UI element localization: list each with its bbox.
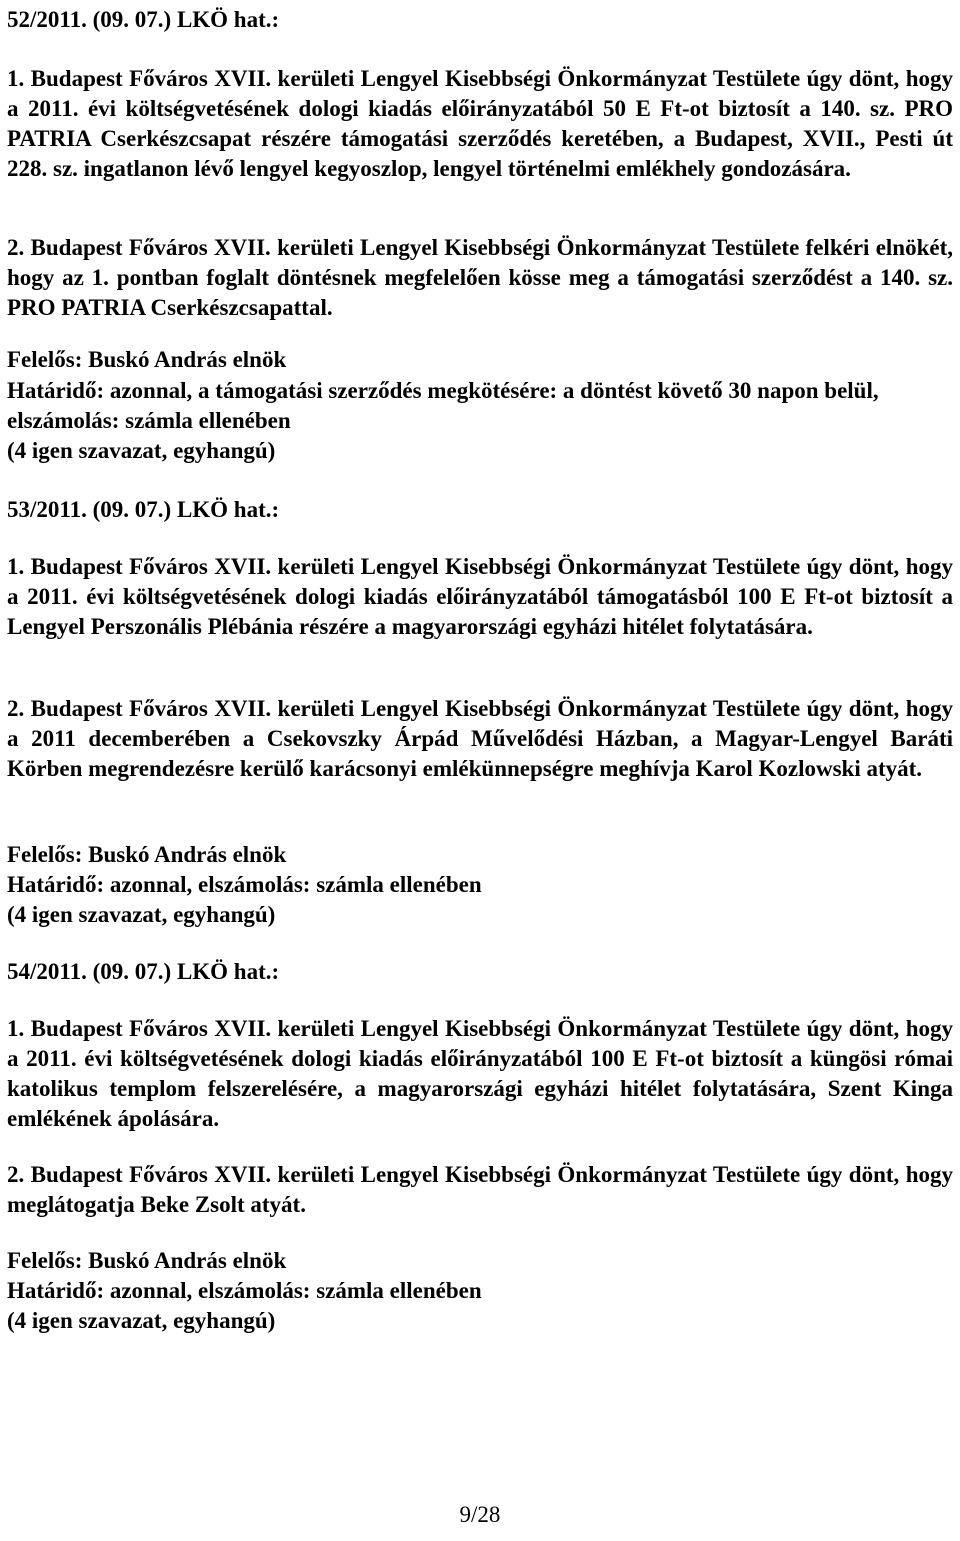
deadline-line: Határidő: azonnal, elszámolás: számla ellenében: [7, 872, 482, 897]
decision-header: 53/2011. (09. 07.) LKÖ hat.:: [7, 497, 280, 522]
deadline-line: Határidő: azonnal, a támogatási szerződés megkötésére: a döntést követő 30 napon belül, elszámolás: számla ellenében: [7, 378, 879, 433]
decision-item: 2. Budapest Főváros XVII. kerületi Lengyel Kisebbségi Önkormányzat Testülete felkéri elnökét, hogy az 1. pontban foglalt döntésnek megfelelően kösse meg a támogatási szerződést a 140. sz. PRO PATRIA Cserkészcsapattal.: [7, 235, 953, 320]
deadline-line: Határidő: azonnal, elszámolás: számla ellenében: [7, 1278, 482, 1303]
responsible-line: Felelős: Buskó András elnök: [7, 1248, 287, 1273]
decision-item: 1. Budapest Főváros XVII. kerületi Lengyel Kisebbségi Önkormányzat Testülete úgy dönt, hogy a 2011. évi költségvetésének dologi kiadás előirányzatából 50 E Ft-ot biztosít a 140. sz. PRO PATRIA Cserkészcsapat részére támogatási szerződés keretében, a Budapest, XVII., Pesti út 228. sz. ingatlanon lévő lengyel kegyoszlop, lengyel történelmi emlékhely gondozására.: [7, 66, 953, 181]
vote-line: (4 igen szavazat, egyhangú): [7, 902, 276, 927]
decision-item: 2. Budapest Főváros XVII. kerületi Lengyel Kisebbségi Önkormányzat Testülete úgy dönt, hogy a 2011 decemberében a Csekovszky Árpád Művelődési Házban, a Magyar-Lengyel Baráti Körben megrendezésre kerülő karácsonyi emlékünnepségre meghívja Karol Kozlowski atyát.: [7, 696, 953, 781]
responsible-line: Felelős: Buskó András elnök: [7, 347, 287, 372]
decision-item: 1. Budapest Főváros XVII. kerületi Lengyel Kisebbségi Önkormányzat Testülete úgy dönt, hogy a 2011. évi költségvetésének dologi kiadás előirányzatából 100 E Ft-ot biztosít a küngösi római katolikus templom felszerelésére, a magyarországi egyházi hitélet folytatására, Szent Kinga emlékének ápolására.: [7, 1016, 953, 1131]
vote-line: (4 igen szavazat, egyhangú): [7, 1308, 276, 1333]
responsible-line: Felelős: Buskó András elnök: [7, 842, 287, 867]
vote-line: (4 igen szavazat, egyhangú): [7, 438, 276, 463]
decision-item: 1. Budapest Főváros XVII. kerületi Lengyel Kisebbségi Önkormányzat Testülete úgy dönt, hogy a 2011. évi költségvetésének dologi kiadás előirányzatából támogatásból 100 E Ft-ot biztosít a Lengyel Perszonális Plébánia részére a magyarországi egyházi hitélet folytatására.: [7, 554, 953, 639]
decision-header: 52/2011. (09. 07.) LKÖ hat.:: [7, 7, 280, 32]
page-number: 9/28: [459, 1502, 501, 1527]
decision-header: 54/2011. (09. 07.) LKÖ hat.:: [7, 959, 280, 984]
decision-item: 2. Budapest Főváros XVII. kerületi Lengyel Kisebbségi Önkormányzat Testülete úgy dönt, hogy meglátogatja Beke Zsolt atyát.: [7, 1162, 953, 1217]
